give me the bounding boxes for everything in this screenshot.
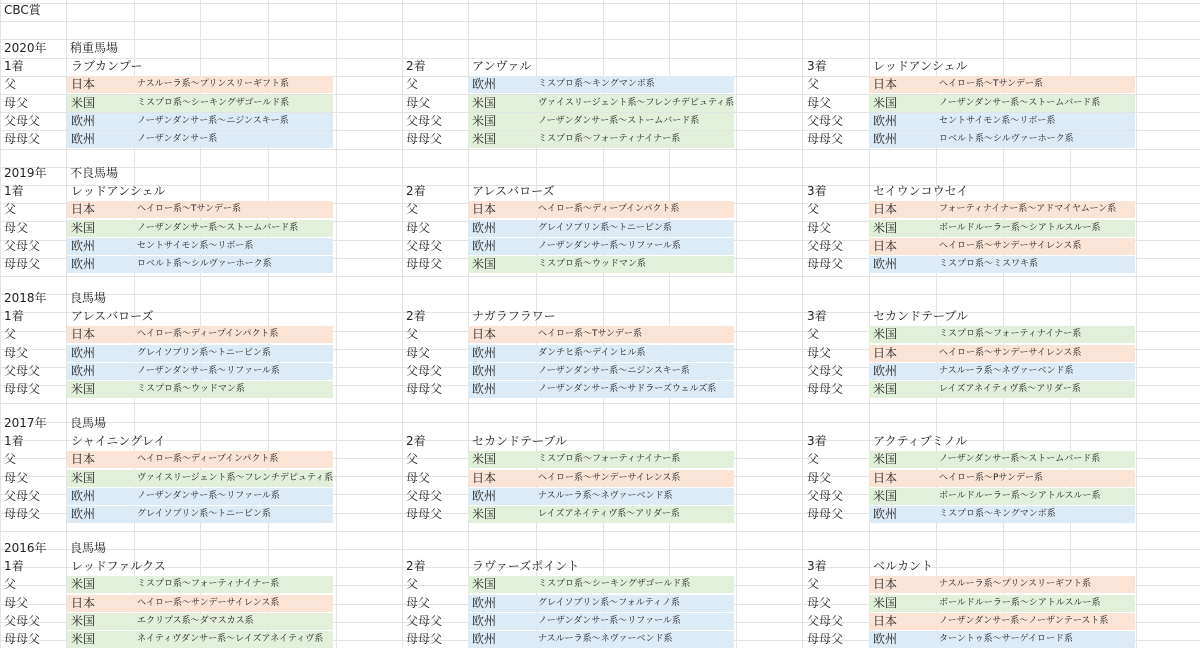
region-cell: 欧州: [468, 363, 534, 380]
lineage-cell: ヘイロー系～サンデーサイレンス系: [133, 595, 333, 612]
pedigree-relation-label: 母母父: [807, 507, 844, 521]
pedigree-relation-label: 父母父: [4, 238, 41, 253]
horse-name: セイウンコウセイ: [873, 184, 969, 199]
pedigree-relation-label: 父母父: [406, 613, 443, 628]
pedigree-relation-label: 父: [406, 327, 419, 342]
finish-position: 1着: [4, 309, 24, 324]
region-cell: 日本: [869, 470, 935, 487]
lineage-cell: ダンチヒ系～デインヒル系: [534, 345, 734, 362]
region-cell: 欧州: [468, 76, 534, 93]
lineage-cell: ヘイロー系～Tサンデー系: [133, 201, 333, 218]
pedigree-relation-label: 母父: [406, 345, 431, 360]
pedigree-relation-label: 父母父: [807, 613, 844, 628]
lineage-cell: ネイティヴダンサー系～レイズアネイティヴ系: [133, 631, 333, 648]
pedigree-relation-label: 母父: [4, 95, 29, 110]
region-cell: 欧州: [468, 220, 534, 237]
finish-position: 2着: [406, 559, 426, 574]
region-cell: 欧州: [468, 613, 534, 630]
grid-column-line: [402, 0, 403, 648]
region-cell: 欧州: [67, 131, 133, 148]
horse-name: ナガラフラワー: [472, 309, 556, 324]
region-cell: 米国: [468, 506, 534, 523]
pedigree-relation-label: 父母父: [807, 113, 844, 128]
track-condition: 良馬場: [70, 416, 107, 430]
lineage-cell: ヘイロー系～Tサンデー系: [935, 76, 1135, 93]
lineage-cell: セントサイモン系～リボー系: [935, 113, 1135, 130]
region-cell: 米国: [67, 613, 133, 630]
pedigree-relation-label: 父: [807, 327, 820, 342]
region-cell: 日本: [869, 576, 935, 593]
finish-position: 2着: [406, 59, 426, 74]
lineage-cell: ヘイロー系～サンデーサイレンス系: [935, 345, 1135, 362]
pedigree-relation-label: 母母父: [4, 382, 41, 396]
pedigree-relation-label: 父: [406, 452, 419, 467]
region-cell: 欧州: [468, 488, 534, 505]
lineage-cell: ノーザンダンサー系: [133, 131, 333, 148]
lineage-cell: エクリプス系～ダマスカス系: [133, 613, 333, 630]
year-label: 2017年: [4, 416, 47, 430]
pedigree-relation-label: 父母父: [4, 488, 41, 503]
track-condition: 稍重馬場: [70, 41, 119, 55]
lineage-cell: ボールドルーラー系～シアトルスルー系: [935, 220, 1135, 237]
horse-name: ベルカント: [873, 559, 934, 574]
lineage-cell: ミスプロ系～キングマンボ系: [534, 76, 734, 93]
region-cell: 米国: [468, 113, 534, 130]
region-cell: 米国: [468, 95, 534, 112]
pedigree-relation-label: 母母父: [807, 382, 844, 396]
region-cell: 欧州: [468, 631, 534, 648]
lineage-cell: ロベルト系～シルヴァーホーク系: [935, 131, 1135, 148]
lineage-cell: ミスプロ系～キングマンボ系: [935, 506, 1135, 523]
region-cell: 日本: [67, 201, 133, 218]
lineage-cell: ノーザンダンサー系～ノーザンテースト系: [935, 613, 1135, 630]
pedigree-relation-label: 母母父: [4, 632, 41, 646]
lineage-cell: ミスプロ系～フォーティナイナー系: [935, 326, 1135, 343]
lineage-cell: ノーザンダンサー系～ニジンスキー系: [534, 363, 734, 380]
region-cell: 米国: [468, 256, 534, 273]
pedigree-relation-label: 母父: [406, 470, 431, 485]
region-cell: 日本: [67, 595, 133, 612]
pedigree-relation-label: 母母父: [807, 632, 844, 646]
region-cell: 日本: [468, 326, 534, 343]
region-cell: 米国: [67, 381, 133, 398]
track-condition: 不良馬場: [70, 166, 119, 180]
pedigree-relation-label: 母母父: [807, 257, 844, 271]
region-cell: 米国: [869, 95, 935, 112]
finish-position: 3着: [807, 434, 827, 449]
grid-column-line: [1136, 0, 1137, 648]
finish-position: 1着: [4, 59, 24, 74]
horse-name: ラブカンプー: [71, 59, 143, 74]
pedigree-relation-label: 母母父: [406, 507, 443, 521]
lineage-cell: ナスルーラ系～プリンスリーギフト系: [935, 576, 1135, 593]
region-cell: 欧州: [869, 113, 935, 130]
region-cell: 米国: [869, 326, 935, 343]
horse-name: アクティブミノル: [873, 434, 968, 449]
pedigree-relation-label: 父: [406, 577, 419, 592]
horse-name: アレスバローズ: [71, 309, 154, 324]
grid-row-line: [0, 531, 1200, 532]
region-cell: 欧州: [67, 345, 133, 362]
year-label: 2018年: [4, 291, 47, 305]
region-cell: 米国: [67, 95, 133, 112]
sheet-title: CBC賞: [4, 3, 41, 17]
pedigree-relation-label: 父母父: [406, 363, 443, 378]
pedigree-relation-label: 母母父: [406, 132, 443, 146]
region-cell: 日本: [468, 470, 534, 487]
region-cell: 日本: [869, 345, 935, 362]
pedigree-relation-label: 父母父: [4, 113, 41, 128]
finish-position: 1着: [4, 434, 24, 449]
lineage-cell: ノーザンダンサー系～ストームバード系: [935, 451, 1135, 468]
horse-name: レッドアンシェル: [71, 184, 166, 199]
region-cell: 米国: [869, 381, 935, 398]
pedigree-relation-label: 父母父: [807, 238, 844, 253]
pedigree-relation-label: 母母父: [4, 257, 41, 271]
pedigree-relation-label: 母母父: [4, 132, 41, 146]
pedigree-relation-label: 母父: [4, 595, 29, 610]
grid-column-line: [336, 0, 337, 648]
pedigree-relation-label: 母父: [406, 595, 431, 610]
lineage-cell: ヘイロー系～ディープインパクト系: [133, 451, 333, 468]
pedigree-relation-label: 父: [406, 77, 419, 92]
lineage-cell: ヴァイスリージェント系～フレンチデピュティ系: [133, 470, 333, 487]
pedigree-relation-label: 母父: [807, 345, 832, 360]
region-cell: 米国: [67, 576, 133, 593]
lineage-cell: レイズアネイティヴ系～アリダー系: [534, 506, 734, 523]
region-cell: 欧州: [67, 256, 133, 273]
pedigree-relation-label: 父: [807, 77, 820, 92]
region-cell: 欧州: [869, 131, 935, 148]
region-cell: 米国: [67, 220, 133, 237]
lineage-cell: ノーザンダンサー系～サドラーズウェルズ系: [534, 381, 734, 398]
pedigree-relation-label: 父: [807, 202, 820, 217]
lineage-cell: ヘイロー系～サンデーサイレンス系: [534, 470, 734, 487]
horse-name: セカンドテーブル: [873, 309, 968, 324]
grid-row-line: [0, 3, 1200, 4]
lineage-cell: ヘイロー系～ディープインパクト系: [133, 326, 333, 343]
region-cell: 欧州: [869, 631, 935, 648]
lineage-cell: グレイソブリン系～トニービン系: [133, 345, 333, 362]
pedigree-relation-label: 母母父: [4, 507, 41, 521]
region-cell: 米国: [869, 220, 935, 237]
lineage-cell: ノーザンダンサー系～ニジンスキー系: [133, 113, 333, 130]
region-cell: 日本: [468, 201, 534, 218]
region-cell: 米国: [869, 595, 935, 612]
pedigree-relation-label: 母父: [406, 220, 431, 235]
grid-row-line: [0, 149, 1200, 150]
lineage-cell: ミスプロ系～ウッドマン系: [534, 256, 734, 273]
lineage-cell: ボールドルーラー系～シアトルスルー系: [935, 595, 1135, 612]
region-cell: 日本: [67, 326, 133, 343]
grid-column-line: [0, 0, 1, 648]
year-label: 2020年: [4, 41, 47, 55]
region-cell: 欧州: [67, 238, 133, 255]
pedigree-relation-label: 父: [4, 327, 17, 342]
pedigree-relation-label: 母母父: [406, 632, 443, 646]
lineage-cell: ナスルーラ系～ネヴァーベンド系: [935, 363, 1135, 380]
track-condition: 良馬場: [70, 541, 107, 555]
pedigree-relation-label: 父: [4, 452, 17, 467]
finish-position: 2着: [406, 184, 426, 199]
finish-position: 3着: [807, 184, 827, 199]
lineage-cell: ノーザンダンサー系～ストームバード系: [133, 220, 333, 237]
lineage-cell: フォーティナイナー系～アドマイヤムーン系: [935, 201, 1135, 218]
region-cell: 欧州: [67, 506, 133, 523]
pedigree-relation-label: 父母父: [4, 613, 41, 628]
region-cell: 欧州: [468, 381, 534, 398]
year-label: 2016年: [4, 541, 47, 555]
region-cell: 欧州: [468, 595, 534, 612]
region-cell: 日本: [869, 201, 935, 218]
region-cell: 欧州: [869, 256, 935, 273]
grid-column-line: [736, 0, 737, 648]
lineage-cell: ミスプロ系～シーキングザゴールド系: [534, 576, 734, 593]
pedigree-relation-label: 父: [4, 77, 17, 92]
pedigree-relation-label: 母父: [4, 470, 29, 485]
lineage-cell: ノーザンダンサー系～リファール系: [534, 613, 734, 630]
pedigree-relation-label: 父母父: [406, 238, 443, 253]
pedigree-relation-label: 父: [807, 452, 820, 467]
pedigree-relation-label: 父: [4, 577, 17, 592]
region-cell: 米国: [67, 470, 133, 487]
lineage-cell: ミスプロ系～フォーティナイナー系: [133, 576, 333, 593]
year-label: 2019年: [4, 166, 47, 180]
lineage-cell: ナスルーラ系～プリンスリーギフト系: [133, 76, 333, 93]
region-cell: 日本: [869, 613, 935, 630]
region-cell: 欧州: [67, 363, 133, 380]
grid-row-line: [0, 21, 1200, 22]
region-cell: 米国: [468, 576, 534, 593]
pedigree-relation-label: 母母父: [807, 132, 844, 146]
region-cell: 米国: [468, 131, 534, 148]
lineage-cell: レイズアネイティヴ系～アリダー系: [935, 381, 1135, 398]
region-cell: 米国: [468, 451, 534, 468]
region-cell: 日本: [67, 451, 133, 468]
finish-position: 2着: [406, 434, 426, 449]
pedigree-relation-label: 母父: [4, 345, 29, 360]
lineage-cell: ミスプロ系～シーキングザゴールド系: [133, 95, 333, 112]
lineage-cell: ヘイロー系～サンデーサイレンス系: [935, 238, 1135, 255]
lineage-cell: ノーザンダンサー系～リファール系: [133, 488, 333, 505]
lineage-cell: ヘイロー系～Pサンデー系: [935, 470, 1135, 487]
pedigree-relation-label: 父母父: [406, 488, 443, 503]
region-cell: 米国: [67, 631, 133, 648]
region-cell: 日本: [67, 76, 133, 93]
lineage-cell: ミスプロ系～ウッドマン系: [133, 381, 333, 398]
horse-name: アンヴァル: [472, 59, 532, 74]
pedigree-relation-label: 母父: [807, 220, 832, 235]
region-cell: 米国: [869, 451, 935, 468]
lineage-cell: ヘイロー系～Tサンデー系: [534, 326, 734, 343]
horse-name: レッドファルクス: [71, 559, 166, 574]
pedigree-relation-label: 母母父: [406, 382, 443, 396]
pedigree-relation-label: 父母父: [4, 363, 41, 378]
horse-name: アレスバローズ: [472, 184, 555, 199]
pedigree-relation-label: 父: [807, 577, 820, 592]
lineage-cell: ノーザンダンサー系～ストームバード系: [534, 113, 734, 130]
lineage-cell: ロベルト系～シルヴァーホーク系: [133, 256, 333, 273]
pedigree-relation-label: 母父: [807, 470, 832, 485]
lineage-cell: ノーザンダンサー系～ストームバード系: [935, 95, 1135, 112]
pedigree-relation-label: 父母父: [807, 363, 844, 378]
pedigree-relation-label: 母父: [807, 595, 832, 610]
lineage-cell: ミスプロ系～ミスワキ系: [935, 256, 1135, 273]
lineage-cell: ミスプロ系～フォーティナイナー系: [534, 451, 734, 468]
lineage-cell: ヘイロー系～ディープインパクト系: [534, 201, 734, 218]
finish-position: 3着: [807, 559, 827, 574]
horse-name: シャイニングレイ: [71, 434, 166, 449]
pedigree-relation-label: 母父: [807, 95, 832, 110]
region-cell: 欧州: [67, 113, 133, 130]
finish-position: 3着: [807, 309, 827, 324]
lineage-cell: ノーザンダンサー系～リファール系: [534, 238, 734, 255]
grid-row-line: [0, 276, 1200, 277]
pedigree-relation-label: 父母父: [807, 488, 844, 503]
pedigree-relation-label: 母母父: [406, 257, 443, 271]
region-cell: 欧州: [468, 238, 534, 255]
region-cell: 欧州: [67, 488, 133, 505]
region-cell: 米国: [869, 488, 935, 505]
grid-column-line: [802, 0, 803, 648]
lineage-cell: グレイソブリン系～フォルティノ系: [534, 595, 734, 612]
horse-name: レッドアンシェル: [873, 59, 968, 74]
lineage-cell: ヴァイスリージェント系～フレンチデピュティ系: [534, 95, 734, 112]
lineage-cell: ナスルーラ系～ネヴァーベンド系: [534, 631, 734, 648]
finish-position: 1着: [4, 559, 24, 574]
pedigree-relation-label: 父: [406, 202, 419, 217]
lineage-cell: ボールドルーラー系～シアトルスルー系: [935, 488, 1135, 505]
lineage-cell: ターントゥ系～サーゲイロード系: [935, 631, 1135, 648]
lineage-cell: ミスプロ系～フォーティナイナー系: [534, 131, 734, 148]
lineage-cell: セントサイモン系～リボー系: [133, 238, 333, 255]
pedigree-relation-label: 父母父: [406, 113, 443, 128]
lineage-cell: グレイソブリン系～トニービン系: [133, 506, 333, 523]
region-cell: 欧州: [869, 363, 935, 380]
track-condition: 良馬場: [70, 291, 107, 305]
pedigree-relation-label: 母父: [4, 220, 29, 235]
horse-name: ラヴァーズポイント: [472, 559, 580, 574]
region-cell: 日本: [869, 76, 935, 93]
pedigree-relation-label: 父: [4, 202, 17, 217]
finish-position: 2着: [406, 309, 426, 324]
region-cell: 欧州: [869, 506, 935, 523]
pedigree-relation-label: 母父: [406, 95, 431, 110]
horse-name: セカンドテーブル: [472, 434, 567, 449]
lineage-cell: ノーザンダンサー系～リファール系: [133, 363, 333, 380]
finish-position: 3着: [807, 59, 827, 74]
finish-position: 1着: [4, 184, 24, 199]
region-cell: 欧州: [468, 345, 534, 362]
grid-row-line: [0, 403, 1200, 404]
lineage-cell: グレイソブリン系～トニービン系: [534, 220, 734, 237]
region-cell: 日本: [869, 238, 935, 255]
lineage-cell: ナスルーラ系～ネヴァーベンド系: [534, 488, 734, 505]
